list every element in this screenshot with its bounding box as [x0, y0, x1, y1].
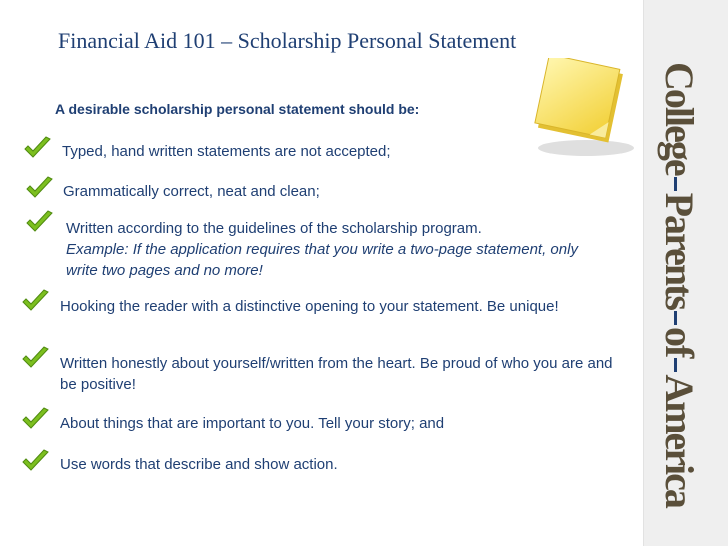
checkmark-icon: [24, 210, 54, 234]
bullet-text: Typed, hand written statements are not accepted;: [62, 143, 391, 160]
brand-word-of: of: [657, 326, 702, 357]
bullet-text: Use words that describe and show action.: [60, 456, 338, 473]
bullet-text: Written according to the guidelines of the scholarship program.: [66, 220, 482, 237]
list-item: [60, 296, 620, 317]
brand-divider: [674, 311, 677, 325]
list-item: [60, 353, 625, 395]
bullet-text: About things that are important to you. Tell your story; and: [60, 415, 445, 432]
list-item: [66, 218, 606, 281]
brand-divider: [674, 177, 677, 191]
bullet-text: Hooking the reader with a distinctive opening to your statement. Be unique!: [60, 298, 559, 315]
intro-heading: A desirable scholarship personal statement should be:: [55, 101, 420, 117]
brand-divider: [674, 358, 677, 372]
list-item: [62, 141, 622, 162]
checkmark-icon: [20, 346, 50, 370]
bullet-text: Written honestly about yourself/written from the heart. Be proud of who you are and be positive!: [60, 355, 613, 393]
list-item: [60, 454, 620, 475]
list-item: [63, 181, 623, 202]
bullet-text: Grammatically correct, neat and clean;: [63, 183, 320, 200]
slide-title: Financial Aid 101 – Scholarship Personal Statement: [58, 28, 517, 53]
brand-logo: [653, 62, 705, 507]
bullet-example: Example: If the application requires that you write a two-page statement, only write two pages and no more!: [66, 241, 578, 279]
checkmark-icon: [24, 176, 54, 200]
brand-word-college: College: [657, 62, 702, 175]
brand-word-parents: Parents: [657, 192, 702, 309]
checkmark-icon: [20, 449, 50, 473]
checkmark-icon: [20, 407, 50, 431]
checkmark-icon: [20, 289, 50, 313]
list-item: [60, 413, 620, 434]
checkmark-icon: [22, 136, 52, 160]
brand-word-america: America: [657, 374, 702, 507]
